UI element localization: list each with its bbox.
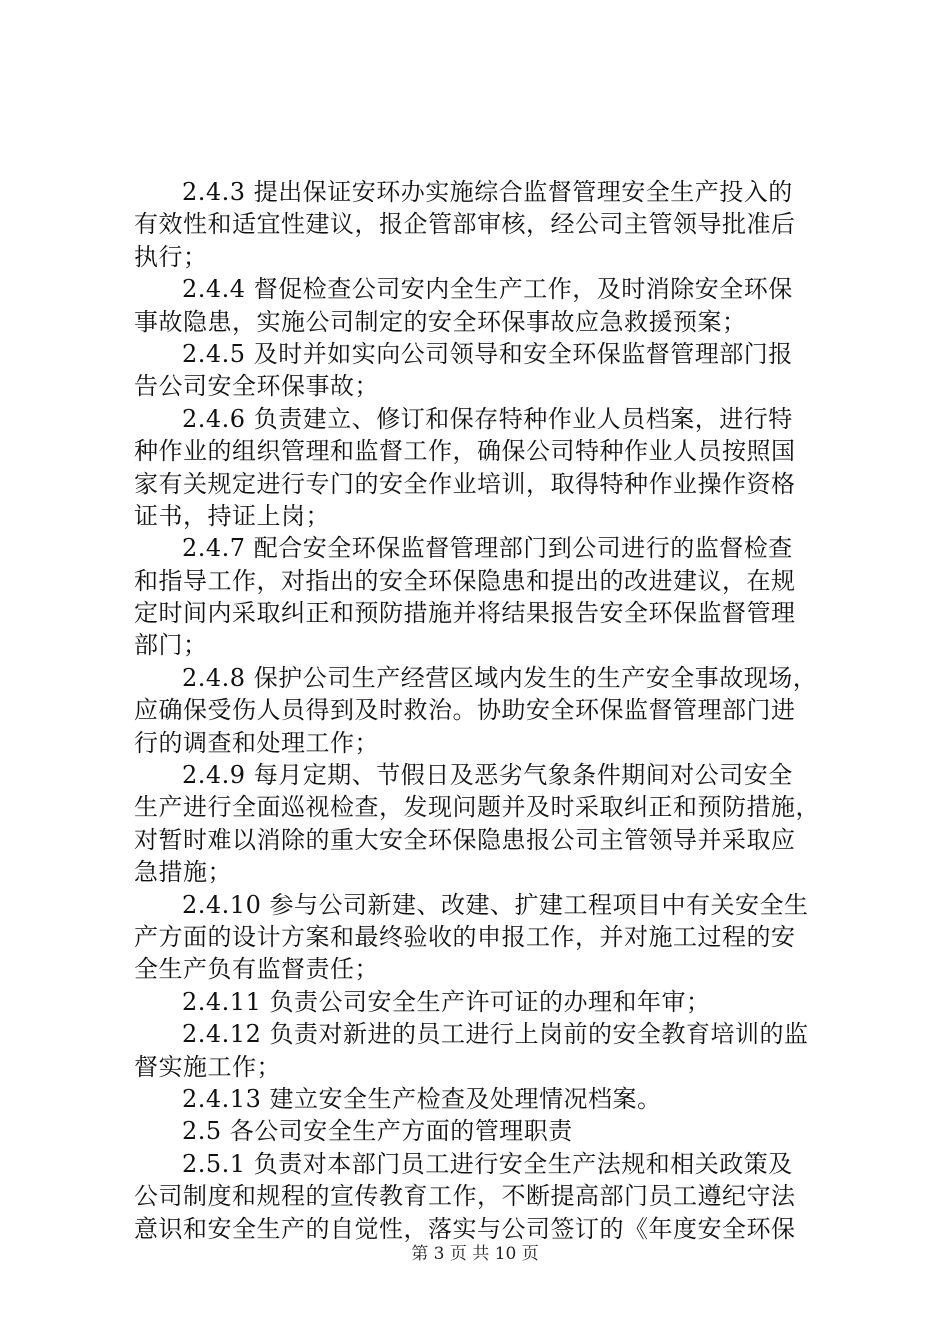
text-line: 对暂时难以消除的重大安全环保隐患报公司主管领导并采取应 <box>134 825 796 854</box>
text-line: 执行； <box>134 242 208 271</box>
text-line: 急措施； <box>134 858 232 887</box>
text-line: 部门； <box>134 631 208 660</box>
page-number: 第 3 页 共 10 页 <box>411 1244 539 1264</box>
text-line: 有效性和适宜性建议，报企管部审核，经公司主管领导批准后 <box>134 210 796 239</box>
text-line: 督实施工作； <box>134 1052 281 1081</box>
text-line: 2.4.6 负责建立、修订和保存特种作业人员档案，进行特 <box>182 404 793 433</box>
text-line: 告公司安全环保事故； <box>134 372 379 401</box>
text-line: 2.4.9 每月定期、节假日及恶劣气象条件期间对公司安全 <box>182 761 793 790</box>
text-line: 2.4.4 督促检查公司安内全生产工作，及时消除安全环保 <box>182 275 793 304</box>
text-line: 2.5 各公司安全生产方面的管理职责 <box>182 1117 573 1146</box>
document-body <box>134 176 834 1245</box>
text-line: 定时间内采取纠正和预防措施并将结果报告安全环保监督管理 <box>134 599 796 628</box>
text-line: 证书，持证上岗； <box>134 501 330 530</box>
text-line: 行的调查和处理工作； <box>134 728 379 757</box>
text-line: 种作业的组织管理和监督工作，确保公司特种作业人员按照国 <box>134 437 796 466</box>
text-line: 公司制度和规程的宣传教育工作，不断提高部门员工遵纪守法 <box>134 1182 796 1211</box>
text-line: 和指导工作，对指出的安全环保隐患和提出的改进建议，在规 <box>134 566 796 595</box>
text-line: 产方面的设计方案和最终验收的申报工作，并对施工过程的安 <box>134 922 796 951</box>
page-footer <box>0 1243 950 1265</box>
text-line: 全生产负有监督责任； <box>134 955 379 984</box>
text-line: 2.4.3 提出保证安环办实施综合监督管理安全生产投入的 <box>182 178 793 206</box>
text-line: 应确保受伤人员得到及时救治。协助安全环保监督管理部门进 <box>134 696 796 725</box>
text-line: 2.4.7 配合安全环保监督管理部门到公司进行的监督检查 <box>182 534 793 563</box>
text-line: 家有关规定进行专门的安全作业培训，取得特种作业操作资格 <box>134 469 796 498</box>
text-line: 2.4.13 建立安全生产检查及处理情况档案。 <box>182 1084 662 1113</box>
text-line: 意识和安全生产的自觉性，落实与公司签订的《年度安全环保 <box>134 1214 796 1243</box>
text-line: 2.4.8 保护公司生产经营区域内发生的生产安全事故现场， <box>182 663 818 692</box>
text-line: 2.4.11 负责公司安全生产许可证的办理和年审； <box>182 987 711 1016</box>
text-line: 事故隐患，实施公司制定的安全环保事故应急救援预案； <box>134 307 747 336</box>
text-line: 2.4.5 及时并如实向公司领导和安全环保监督管理部门报 <box>182 339 793 368</box>
text-line: 生产进行全面巡视检查，发现问题并及时采取纠正和预防措施， <box>134 793 820 822</box>
text-line: 2.4.12 负责对新进的员工进行上岗前的安全教育培训的监 <box>182 1020 809 1049</box>
text-line: 2.4.10 参与公司新建、改建、扩建工程项目中有关安全生 <box>182 890 809 919</box>
text-line: 2.5.1 负责对本部门员工进行安全生产法规和相关政策及 <box>182 1149 793 1178</box>
